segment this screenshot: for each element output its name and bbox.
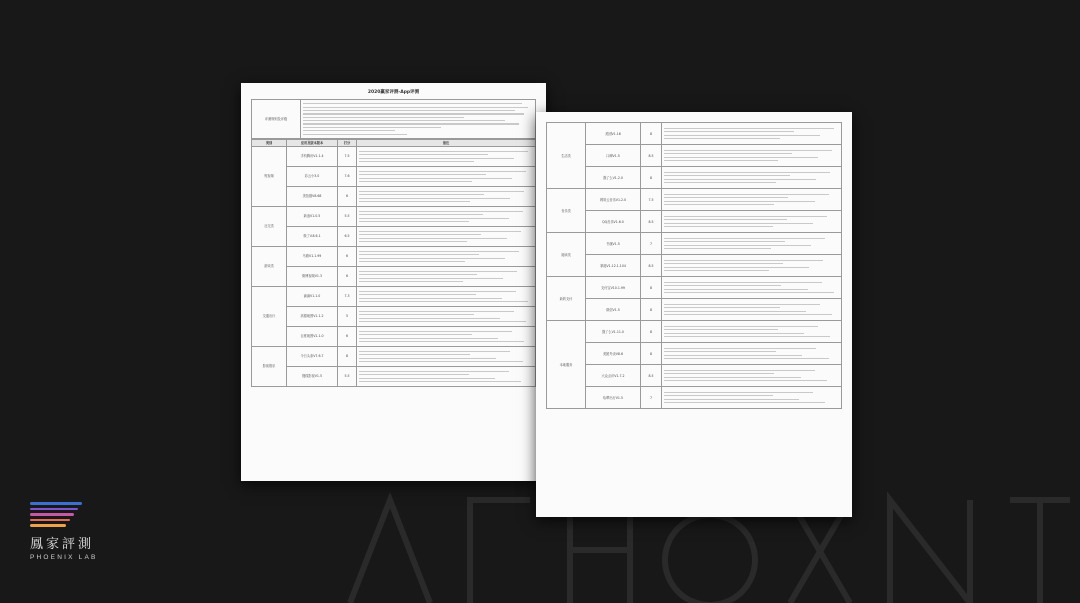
header-note: 备注 [357, 139, 536, 146]
brand-name-en: PHOENIX LAB [30, 553, 98, 561]
table-row [547, 277, 842, 299]
score-cell: 8.5 [641, 211, 662, 233]
category-cell: 新的支付 [547, 277, 586, 321]
table-row [547, 123, 842, 145]
category-cell: 音乐类 [547, 189, 586, 233]
product-cell: 新浪V1.0.5 [287, 206, 338, 226]
product-cell: 手机腾讯V1.1.4 [287, 146, 338, 166]
score-cell: 5.5 [338, 206, 357, 226]
logo-bar [30, 519, 70, 522]
score-cell: 8.5 [641, 365, 662, 387]
score-cell: 6.5 [338, 226, 357, 246]
product-cell: 掌阅V1.12.1.104 [586, 255, 641, 277]
note-cell [662, 211, 842, 233]
product-cell: 微信V1.5 [586, 299, 641, 321]
product-cell: 搜狐影视V1.5 [287, 366, 338, 386]
note-cell [357, 286, 536, 306]
table-row [252, 366, 536, 386]
product-cell: QQ音乐V1.6.0 [586, 211, 641, 233]
score-cell: 8 [641, 299, 662, 321]
product-cell: 微了V.8.6.1 [287, 226, 338, 246]
brand-logo [30, 502, 100, 561]
score-cell: 7.5 [641, 189, 662, 211]
score-cell: 7.6 [338, 166, 357, 186]
table-row [252, 306, 536, 326]
table-row [252, 286, 536, 306]
table-row [252, 226, 536, 246]
score-cell: 8 [641, 167, 662, 189]
category-cell: 本地服务 [547, 321, 586, 409]
score-cell: 5 [338, 306, 357, 326]
category-cell: 阅读类 [547, 233, 586, 277]
table-row [547, 189, 842, 211]
table-row [252, 346, 536, 366]
rules-table [251, 99, 536, 139]
rules-text-block [301, 100, 536, 139]
table-row [252, 326, 536, 346]
note-cell [357, 186, 536, 206]
product-cell: 微博视频V1.3 [287, 266, 338, 286]
score-cell: 6 [338, 246, 357, 266]
note-cell [662, 167, 842, 189]
note-cell [357, 226, 536, 246]
product-cell: 彩云小3.0 [287, 166, 338, 186]
table-row [547, 211, 842, 233]
note-cell [662, 233, 842, 255]
category-cell: 交通出行 [252, 286, 287, 346]
table-row [252, 266, 536, 286]
table-row [547, 343, 842, 365]
score-cell: 5.5 [338, 366, 357, 386]
product-cell: 今日头条V7.6.7 [287, 346, 338, 366]
product-cell: 美团外卖V8.6 [586, 343, 641, 365]
table-row [547, 299, 842, 321]
category-cell: 游戏类 [252, 246, 287, 286]
score-cell: 6 [338, 266, 357, 286]
product-cell: 高德地图V1.1.2 [287, 306, 338, 326]
header-product: 应用及版本版本 [287, 139, 338, 146]
product-cell: 哈啰出行V1.5 [586, 387, 641, 409]
table-row [547, 365, 842, 387]
table-row [547, 321, 842, 343]
product-cell: 网易云音乐V1.2.0 [586, 189, 641, 211]
document-page-left [241, 83, 546, 481]
note-cell [662, 277, 842, 299]
note-cell [357, 246, 536, 266]
note-cell [662, 255, 842, 277]
note-cell [662, 299, 842, 321]
product-cell: 百度地图V1.1.0 [287, 326, 338, 346]
product-cell: 支付宝V10.1.99 [586, 277, 641, 299]
category-cell: 社交类 [252, 206, 287, 246]
score-cell: 7 [641, 233, 662, 255]
table-row [252, 166, 536, 186]
note-cell [357, 206, 536, 226]
score-cell: 8 [641, 343, 662, 365]
note-cell [357, 266, 536, 286]
table-row [252, 186, 536, 206]
logo-bar [30, 502, 82, 505]
product-cell: 滴滴V1.1.0 [287, 286, 338, 306]
table-row [547, 387, 842, 409]
score-cell: 6 [338, 326, 357, 346]
score-cell: 8.5 [641, 255, 662, 277]
table-row [547, 233, 842, 255]
table-row [252, 246, 536, 266]
category-cell: 生活类 [547, 123, 586, 189]
table-row [547, 255, 842, 277]
note-cell [662, 321, 842, 343]
table-row [547, 145, 842, 167]
note-cell [662, 145, 842, 167]
score-cell: 6 [338, 186, 357, 206]
header-category: 类别 [252, 139, 287, 146]
product-cell: 口碑V1.5 [586, 145, 641, 167]
score-cell: 8 [641, 123, 662, 145]
header-score: 打分 [338, 139, 357, 146]
logo-bar [30, 524, 66, 527]
document-title: 2020赢家评测-App评测 [367, 90, 420, 95]
brand-name-cn: 鳳家評測 [30, 536, 95, 552]
logo-bar [30, 508, 78, 511]
document-page-right [536, 112, 852, 517]
product-cell: 马路V1.1.99 [287, 246, 338, 266]
note-cell [662, 189, 842, 211]
score-cell: 8.5 [641, 145, 662, 167]
score-table-right [546, 122, 842, 409]
product-cell: 饿了么V1.2.0 [586, 167, 641, 189]
score-cell: 7.5 [338, 146, 357, 166]
score-cell: 8 [641, 321, 662, 343]
score-cell: 7 [641, 387, 662, 409]
note-cell [662, 343, 842, 365]
score-cell: 8 [338, 346, 357, 366]
note-cell [662, 387, 842, 409]
note-cell [357, 146, 536, 166]
note-cell [357, 306, 536, 326]
score-cell: 8 [641, 277, 662, 299]
category-cell: 短视频 [252, 146, 287, 206]
logo-bar [30, 513, 74, 516]
product-cell: 大众点评V1.7.2 [586, 365, 641, 387]
note-cell [662, 365, 842, 387]
score-cell: 7.3 [338, 286, 357, 306]
product-cell: 饿了么V1.11.0 [586, 321, 641, 343]
table-row [252, 146, 536, 166]
note-cell [662, 123, 842, 145]
note-cell [357, 326, 536, 346]
table-row [547, 167, 842, 189]
rules-label: 评测规则及评级 [252, 100, 301, 139]
score-table-left [251, 139, 536, 387]
note-cell [357, 346, 536, 366]
note-cell [357, 166, 536, 186]
product-cell: 美团V1.16 [586, 123, 641, 145]
note-cell [357, 366, 536, 386]
logo-bars [30, 502, 100, 527]
product-cell: 书旗V1.5 [586, 233, 641, 255]
category-cell: 影视娱乐 [252, 346, 287, 386]
product-cell: 美拍剧V8.68 [287, 186, 338, 206]
table-row [252, 206, 536, 226]
